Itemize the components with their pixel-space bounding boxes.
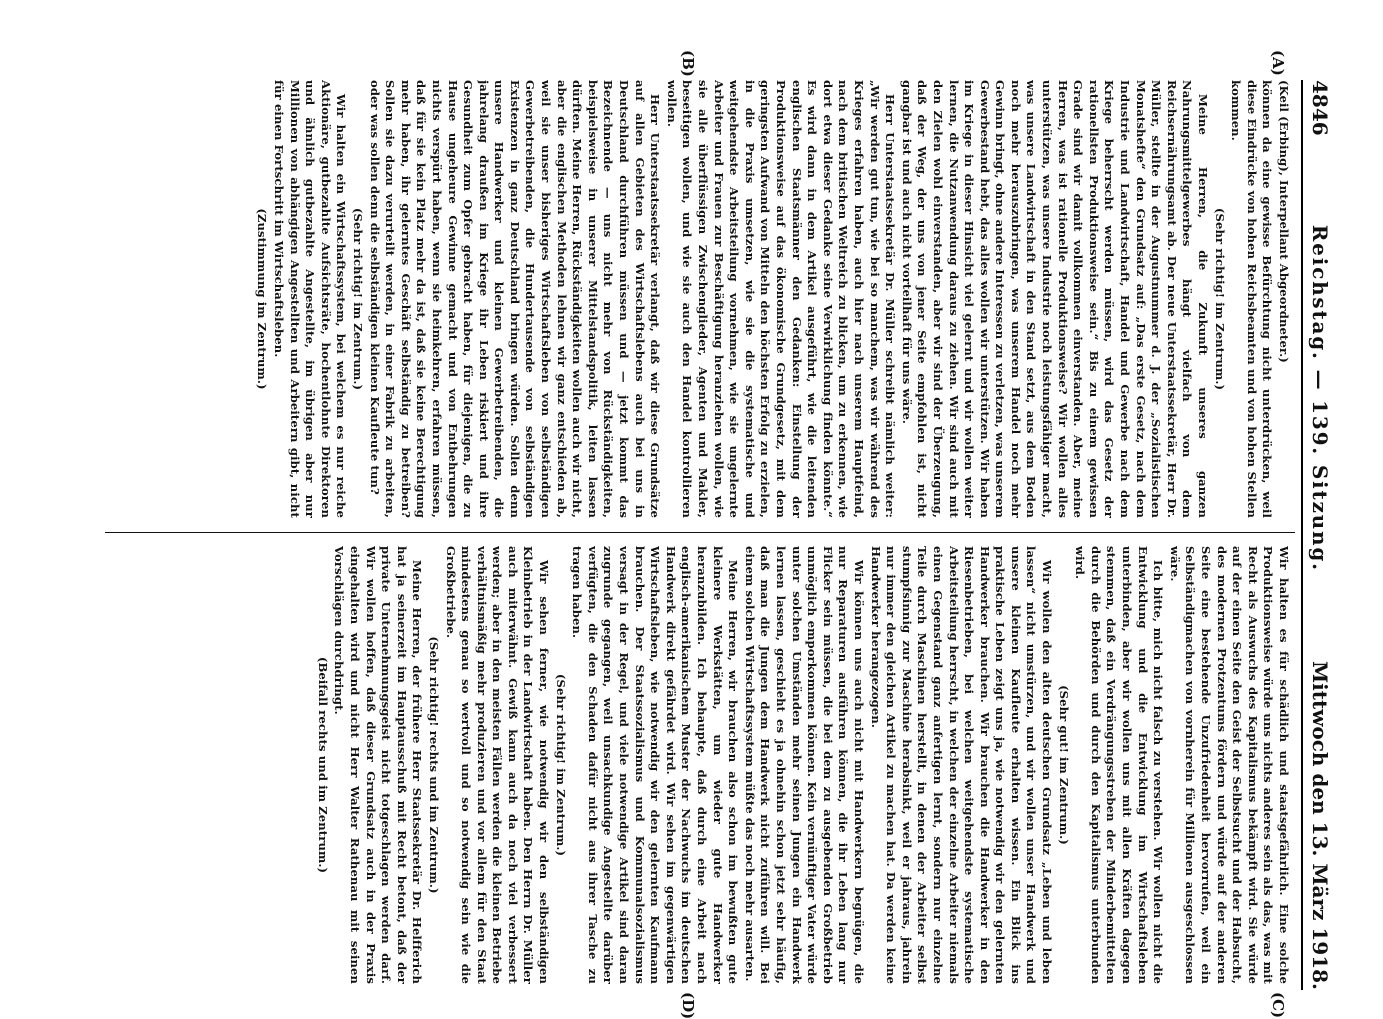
margin-label-b: (B) (679, 50, 697, 77)
right-column (111, 546, 1291, 984)
right-column-paragraph: Wir sehen ferner, wie notwendig wir den selbständigen Kleinbetrieb in der Landwirtschaft haben. Den Herrn Dr. Müller auch miterwähnt. Gewiß kann auch da noch viel verbessert werden; aber in den meisten Fällen werden die kleinen Betriebe verhältnismäßig mehr produzieren und vor allem für den Staat mindestens genau so wertvoll und so notwendig sein wie die Großbetriebe. (443, 546, 552, 984)
page-title: Reichstag. — 139. Sitzung. (1308, 224, 1332, 572)
right-column-paragraph: Wir wollen den alten deutschen Grundsatz „Leben und leben lassen“ nicht umstürzen, und wir wollen unser Handwerk und unsere kleinen Kaufleute erhalten wissen. Ein Blick ins praktische Leben zeigt uns ja, wie notwendig wir den gelernten Handwerker brauchen. Wir brauchen die Handwerker in den Riesenbetrieben, bei welchen weitgehendste systematische Arbeitsteilung herrscht, in welchen der einzelne Arbeiter niemals einen Gegenstand ganz anfertigen lernt, sondern nur einzelne Teile durch Maschinen herstellt, in denen der Arbeiter selbst stumpfsinnig zur Maschine herabsinkt, weil er jahraus, jahrein nur immer den gleichen Artikel zu machen hat. Da werden keine Handwerker herangezogen. (868, 546, 1055, 984)
digitization-credit (0, 0, 24, 1000)
scanned-page (102, 50, 1337, 1019)
left-column-paragraph: Wir halten ein Wirtschaftssystem, bei welchem es nur reiche Aktionäre, gutbezahlte Aufsichtsräte, hochentlohnte Direktoren und ähnlich gutbezahlte Angestellte, im übrigen aber nur Millionen von abhängigen Angestellten und Arbeitern gibt, nicht für einen Fortschritt im Wirtschaftsleben. (272, 80, 349, 518)
left-column-paragraph: (Sehr richtig! im Zentrum.) (350, 207, 365, 391)
column-divider (105, 532, 1295, 533)
right-column-paragraph: (Sehr richtig! rechts und im Zentrum.) (426, 636, 441, 894)
page-number: 4846 (1308, 80, 1332, 136)
page-header (1301, 80, 1337, 990)
right-column-paragraph: Ich bitte, mich nicht falsch zu verstehen. Wir wollen nicht die Entwicklung und die Entwicklung im Wirtschaftsleben unterbinden, aber wir wollen uns mit allen Kräften dagegen stemmen, daß ein Verdrängungsstreben der Minderbemittelten durch die Behörden und durch den Kapitalismus unterbunden wird. (1073, 546, 1166, 984)
right-column-paragraph: (Beifall rechts und im Zentrum.) (315, 656, 330, 874)
margin-label-d: (D) (679, 992, 697, 1019)
margin-label-c: (C) (1269, 992, 1287, 1019)
left-column-paragraph: (Keil (Erbing), Interpellant Abgeordneter.) (1277, 80, 1291, 363)
left-column-paragraph: Meine Herren, die Zukunft unseres ganzen Nahrungsmittelgewerbes hängt vielfach von dem Reichsernährungsamt ab. Der neue Unterstaatssekretär, Herr Dr. Müller, stellte in der Augustnummer d. J. der „Sozialistischen Monatshefte“ den Grundsatz auf: „Das erste Gesetz, nach dem Industrie und Landwirtschaft, Handel und Gewerbe nach dem Kriege beherrscht werden müssen, wird das Gesetz der rationellsten Produktionsweise sein.“ Bis zu einem gewissen Grade sind wir damit vollkommen einverstanden. Aber, meine Herren, was ist rationelle Produktionsweise? Wir wollen alles unterstützen, was unsere Industrie noch leistungsfähiger macht, was unsere Landwirtschaft in den Stand setzt, aus dem Boden noch mehr herauszubringen, was unserem Handel noch mehr Gewinn bringt, ohne andere Interessen zu verletzen, was unserem Gewerbestand hebt, das alles wollen wir unterstützen. Wir haben im Kriege in dieser Hinsicht viel gelernt und wir wollen weiter lernen, die Nutzanwendung daraus zu ziehen. Wir sind auch mit den Zielen wohl einverstanden, aber wir sind der Überzeugung, daß der Weg, der uns von jener Seite empfohlen ist, nicht gangbar ist und auch nicht vorteilhaft für uns wäre. (899, 80, 1211, 518)
left-column-paragraph: können da eine gewisse Befürchtung nicht unterdrücken, weil diese Eindrücke von hohen Reichsbeamten und von hohen Stellen kommen. (1229, 80, 1275, 518)
right-column-paragraph: Wir halten es für schädlich und staatsgefährlich. Eine solche Produktionsweise würde uns nichts anderes sein als das, was mit Recht als Auswuchs des Kapitalismus bekämpft wird. Sie würde auf der einen Seite den Geist der Selbstsucht und der Habsucht, des modernen Protzentums fördern und würde auf der anderen Seite eine bestehende Unzufriedenheit hervorrufen, weil ein Selbständigmachen von vornherein für Millionen ausgeschlossen wäre. (1167, 546, 1291, 984)
left-column-paragraph: (Zustimmung im Zentrum.) (255, 208, 270, 390)
margin-label-a: (A) (1269, 50, 1287, 76)
right-column-paragraph: Meine Herren, der frühere Herr Staatssekretär Dr. Helfferich hat ja seinerzeit im Hauptausschuß mit Recht betont, daß der private Unternehmungsgeist nicht totgeschlagen werden darf. Wir wollen hoffen, daß dieser Grundsatz auch in der Praxis eingehalten wird und nicht Herr Walter Rathenau mit seinen Vorschlägen durchdringt. (332, 546, 425, 984)
page-date: Mittwoch den 13. März 1918. (1308, 660, 1332, 990)
right-column-paragraph: (Sehr gut! im Zentrum.) (1056, 685, 1071, 845)
left-column-paragraph: Herr Unterstaatssekretär verlangt, daß wir diese Grundsätze auf allen Gebieten des Wirtschaftslebens auch bei uns in Deutschland durchführen müssen und — jetzt kommt das Bezeichnende — uns nicht mehr von Rückständigkeiten, beispielsweise in unserer Mittelstandspolitik, leiten lassen dürften. Meine Herren, Rückständigkeiten wollen auch wir nicht, aber die englischen Methoden lehnen wir ganz entschieden ab, weil sie unser bisheriges Wirtschaftsleben von selbständigen Gewerbetreibenden, die Hundertausende von selbständigen Existenzen in ganz Deutschland bringen würden. Sollen denn unsere Handwerker und kleinen Gewerbetreibenden, die jahrelang draußen im Kriege ihr Leben riskiert und ihre Gesundheit zum Opfer gebracht haben, für diejenigen, die zu Hause ungeheure Gewinne gemacht und von Entbehrungen nichts verspürt haben, wenn sie heimkehren, erfahren müssen, daß für sie kein Platz mehr da ist, daß sie keine Berechtigung mehr haben, ihr gelerntes Geschäft selbständig zu betreiben? Sollen sie dazu verurteilt werden, in einer Fabrik zu arbeiten, oder was sollen denn die selbständigen kleinen Kaufleute tun? (367, 80, 663, 518)
left-column-paragraph: (Sehr richtig! im Zentrum.) (1212, 207, 1227, 391)
right-column-paragraph: (Sehr richtig! im Zentrum.) (553, 673, 568, 857)
left-column-paragraph: Herr Unterstaatssekretär Dr. Müller schreibt nämlich weiter: „Wir werden gut tun, wie bei so manchem, was wir während des Krieges erfahren haben, auch hier nach unserem Hauptfeind, nach dem britischen Weltreich zu blicken, um zu erkennen, wie dort etwa dieser Gedanke seine Verwirklichung finden könnte.“ Es wird dann in dem Artikel ausgeführt, wie die leitenden englischen Staatsmänner den Gedanken: Einstellung der Produktionsweise auf das ökonomische Grundgesetz, mit dem geringsten Aufwand von Mitteln den höchsten Erfolg zu erzielen, in die Praxis umsetzen, wie sie die systematische und weitgehendste Arbeitsteilung vornehmen, wie sie ungelernte Arbeiter und Frauen zur Beschäftigung heranziehen wollen, wie sie alle überflüssigen Zwischenglieder, Agenten und Makler, beseitigen wollen, und wie sie auch den Handel kontrollieren wollen. (664, 80, 898, 518)
right-column-paragraph: Wir können uns auch nicht mit Handwerkern begnügen, die nur Reparaturen ausführen können, die ihr Leben lang nur Flicker sein müssen, die bei dem zu ausgebenden Großbetrieb unmöglich emporkommen können. Kein vernünftiger Vater würde unter solchen Umständen mehr seinen Jungen ein Handwerk lernen lassen, geschieht es ja ohnehin schon jetzt sehr häufig, daß man die Jungen dem Handwerk nicht zuführen will. Bei einem solchen Wirtschaftssystem müßte das noch mehr ausarten. (742, 546, 866, 984)
right-column-paragraph: Meine Herren, wir brauchen also schon im bewußten gute kleinere Werkstätten, um wieder gute Handwerker heranzubilden. Ich behaupte, daß durch eine Arbeit nach englisch-amerikanischem Muster der Nachwuchs im deutschen Handwerk direkt gefährdet wird. Wir sehen im gegenwärtigen Wirtschaftsleben, wie notwendig wir den gelernten Kaufmann brauchen. Der Staatssozialismus und Kommunalsozialismus versagt in der Regel, und viele notwendige Artikel sind daran zugrunde gegangen, weil unsachkundige Angestellte darüber verfügten, die den Schaden dafür nicht aus ihrer Tasche zu tragen haben. (570, 546, 741, 984)
left-column (111, 80, 1291, 518)
